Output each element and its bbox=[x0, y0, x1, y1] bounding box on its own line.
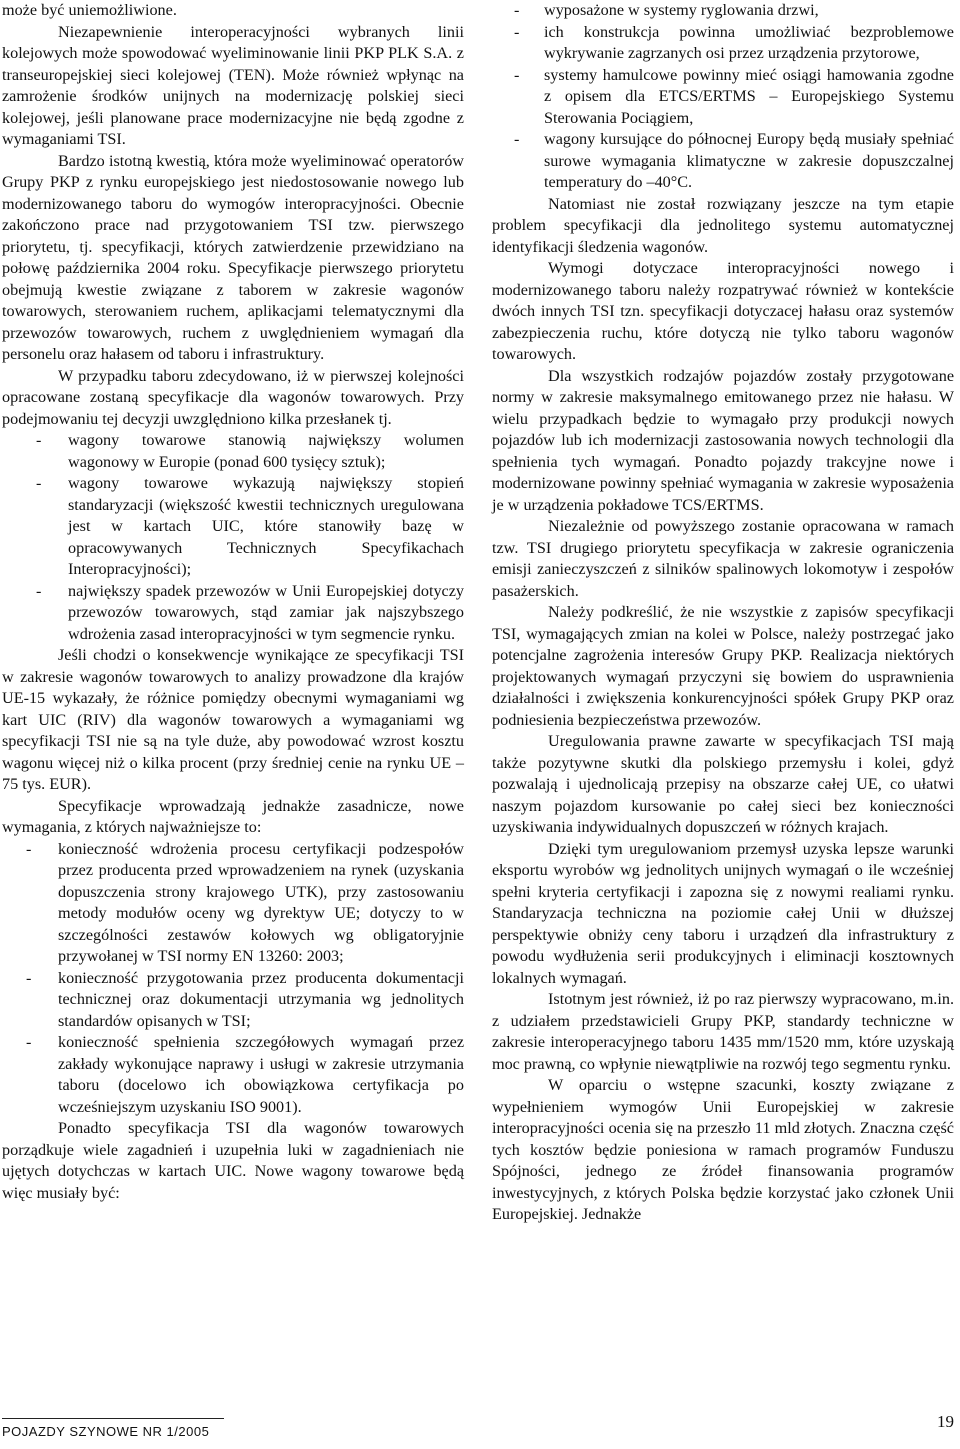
paragraph: W oparciu o wstępne szacunki, koszty związane z wypełnieniem wymogów Unii Europejskiej w zakresie interopracyjności ocenia się na przeszło 11 mld złotych. Znaczna część tych kosztów będzie poniesiona w ramach programów Funduszu Spójności, jednego ze źródeł finansowania programów inwestycyjnych, z których Polska będzie korzystać jako członek Unii Europejskiej. Jednakże bbox=[492, 1076, 954, 1223]
paragraph: W przypadku taboru zdecydowano, iż w pierwszej kolejności opracowane zostaną specyfikacje dla wagonów towarowych. Przy podejmowaniu tej decyzji uwzględniono kilka przesłanek tj. bbox=[2, 366, 464, 428]
list-dash: - bbox=[36, 474, 42, 492]
list-item bbox=[492, 22, 954, 65]
paragraph: Specyfikacje wprowadzają jednakże zasadnicze, nowe wymagania, z których najważniejsze to: bbox=[2, 796, 464, 836]
paragraph: Uregulowania prawne zawarte w specyfikacjach TSI mają także pozytywne skutki dla polskiego przemysłu i kolei, gdyż pozwalają i ujednolicają przepisy na obszarze całej UE, co ułatwi naszym pojazdom kursowanie po całej sieci bez konieczności uzyskiwania indywidualnych dopuszczeń w różnych krajach. bbox=[492, 732, 954, 836]
paragraph: Natomiast nie został rozwiązany jeszcze na tym etapie problem specyfikacji dla jednolitego systemu automatycznej identyfikacji śledzenia wagonów. bbox=[492, 194, 954, 256]
list-item bbox=[492, 65, 954, 130]
list-item bbox=[492, 0, 954, 22]
paragraph: Dzięki tym uregulowaniom przemysł uzyska lepsze warunki eksportu wyrobów wg jednolitych unijnych wymagań o ile wcześniej spełni kryteria certyfikacji i zapozna się z nowymi realiami rynku. Standaryzacja techniczna na poziomie całej Unii w dłuższej perspektywie obniży ceny taboru i urządzeń dla infrastruktury z powodu wydłużenia serii produkcyjnych i eliminacji kosztownych lokalnych wymagań. bbox=[492, 839, 954, 987]
list-item-text: największy spadek przewozów w Unii Europejskiej dotyczy przewozów towarowych, stąd zamiar jak najszybszego wdrożenia zasad interopracyjności w tym segmencie rynku. bbox=[68, 581, 464, 643]
list-item-text: konieczność spełnienia szczegółowych wymagań przez zakłady wykonujące naprawy i usługi w zakresie utrzymania taboru (docelowo ich obowiązkowa certyfikacja po wcześniejszym uzyskaniu ISO 9001). bbox=[58, 1033, 464, 1116]
paragraph: może być uniemożliwione. bbox=[2, 1, 177, 19]
list-dash: - bbox=[514, 22, 520, 41]
bullet-list bbox=[492, 0, 954, 194]
list-item bbox=[2, 581, 464, 646]
paragraph: Niezapewnienie interoperacyjności wybranych linii kolejowych może spowodować wyeliminowanie linii PKP PLK S.A. z transeuropejskiej sieci kolejowej (TEN). Może również wpłynąc na zamrożenie środków unijnych na modernizację polskiej sieci kolejowej, jeśli planowane prace modernizacyjne nie będą zgodne z wymaganiami TSI. bbox=[2, 22, 464, 148]
list-item-text: ich konstrukcja powinna umożliwiać bezproblemowe wykrywanie zagrzanych osi przez urządzenia przytorowe, bbox=[544, 22, 954, 62]
list-dash: - bbox=[514, 130, 520, 148]
list-item bbox=[2, 1032, 464, 1118]
list-item bbox=[492, 129, 954, 194]
footer-divider bbox=[2, 1418, 224, 1419]
paragraph: Wymogi dotyczace interopracyjności nowego i modernizowanego taboru należy rozpatrywać również w kontekście dwóch innych TSI tzn. specyfikacji dotyczacej hałasu oraz systemów zabezpieczenia ruchu, które dotyczą nie tylko taboru wagonów towarowych. bbox=[492, 259, 954, 363]
list-item bbox=[2, 473, 464, 581]
list-dash: - bbox=[36, 581, 42, 600]
left-column bbox=[2, 0, 464, 1204]
bullet-list bbox=[2, 430, 464, 645]
paragraph: Ponadto specyfikacja TSI dla wagonów towarowych porządkuje wiele zagadnień i uzupełnia luki w zagadnieniach nie ujętych dotychczas w kartach UIC. Nowe wagony towarowe będą więc musiały być: bbox=[2, 1119, 464, 1202]
list-item-text: systemy hamulcowe powinny mieć osiągi hamowania zgodne z opisem dla ETCS/ERTMS – Europejskiego Systemu Sterowania Pociągiem, bbox=[544, 65, 954, 127]
list-item-text: konieczność przygotowania przez producenta dokumentacji technicznej oraz dokumentacji utrzymania wg jednolitych standardów opisanych w TSI; bbox=[58, 968, 464, 1030]
list-dash: - bbox=[26, 968, 32, 987]
list-dash: - bbox=[26, 839, 32, 858]
list-item-text: wagony towarowe wykazują największy stopień standaryzacji (większość kwestii technicznych uregulowana jest w kartach UIC, które stanowiły bazę w opracowywanych Technicznych Specyfikachach Interopracyjności); bbox=[68, 474, 464, 578]
list-item bbox=[2, 839, 464, 968]
list-dash: - bbox=[514, 1, 520, 19]
bullet-list bbox=[2, 839, 464, 1119]
list-item-text: wyposażone w systemy ryglowania drzwi, bbox=[544, 1, 819, 19]
paragraph: Jeśli chodzi o konsekwencje wynikające ze specyfikacji TSI w zakresie wagonów towarowych to analizy prowadzone dla krajów UE-15 wykazały, że różnice pomiędzy obecnymi wymaganiami wg kart UIC (RIV) dla wagonów towarowych a wymaganiami wg specyfikacji TSI nie są na tyle duże, aby powodować wzrost kosztu wagonu więcej niż o kilka procent (przy średniej cenie na rynku UE – 75 tys. EUR). bbox=[2, 646, 464, 793]
paragraph: Niezależnie od powyższego zostanie opracowana w ramach tzw. TSI drugiego priorytetu specyfikacja w zakresie ograniczenia emisji zanieczyszczeń z silników spalinowych lokomotyw i zespołów pasażerskich. bbox=[492, 517, 954, 600]
list-item bbox=[2, 430, 464, 473]
journal-footer: POJAZDY SZYNOWE NR 1/2005 bbox=[2, 1424, 210, 1439]
list-dash: - bbox=[26, 1033, 32, 1051]
list-item-text: wagony towarowe stanowią największy wolumen wagonowy w Europie (ponad 600 tysięcy sztuk); bbox=[68, 431, 464, 471]
list-item-text: wagony kursujące do północnej Europy będą musiały spełniać surowe wymagania klimatyczne w zakresie dopuszczalnej temperatury do –40°C. bbox=[544, 130, 954, 191]
list-dash: - bbox=[514, 65, 520, 84]
right-column bbox=[492, 0, 954, 1226]
list-dash: - bbox=[36, 431, 42, 449]
list-item-text: konieczność wdrożenia procesu certyfikacji podzespołów przez producenta przed wprowadzeniem na rynek (uzyskania dopuszczenia strony krajowego UTK), przy zastosowaniu metody modułów oceny wg dyrektyw UE; dotyczy to w szczególności zestawów kołowych wg obligatoryjnie przywołanej w TSI normy EN 13260: 2003; bbox=[58, 839, 464, 965]
paragraph: Należy podkreślić, że nie wszystkie z zapisów specyfikacji TSI, wymagających zmian na kolei w Polsce, należy postrzegać jako potencjalne zagrożenia interesów Grupy PKP. Realizacja niektórych projektowanych wymagań przyczyni się bowiem do usprawnienia działalności i zwiększenia konkurencyjności spółek Grupy PKP oraz podniesienia bezpieczeństwa przewozów. bbox=[492, 603, 954, 729]
paragraph: Istotnym jest również, iż po raz pierwszy wypracowano, m.in. z udziałem przedstawicieli Grupy PKP, standardy techniczne w zakresie interoperacyjnego taboru 1435 mm/1520 mm, które uzyskają moc prawną, co wpłynie niewątpliwie na rozwój tego segmentu rynku. bbox=[492, 990, 954, 1073]
paragraph: Dla wszystkich rodzajów pojazdów zostały przygotowane normy w zakresie maksymalnego emitowanego przez nie hałasu. W wielu przypadkach będzie to wymagało przy produkcji nowych pojazdów lub ich modernizacji zastosowania nowych technologii dla spełnienia tych wymagań. Ponadto pojazdy trakcyjne nowe i modernizowane powinny spełniać wymagania w zakresie wyposażenia je w urządzenia pokładowe TCS/ERTMS. bbox=[492, 366, 954, 514]
page-number: 19 bbox=[937, 1412, 954, 1431]
paragraph: Bardzo istotną kwestią, która może wyeliminować operatorów Grupy PKP z rynku europejskiego jest niedostosowanie nowego lub modernizowanego taboru do wymogów interopracyjności. Obecnie zakończono prace nad przygotowaniem TSI tzw. pierwszego priorytetu, tj. specyfikacji, których zatwierdzenie przewidziano na połowę października 2004 roku. Specyfikacje pierwszego priorytetu obejmują kwestie związane z taborem w zakresie wagonów towarowych, sterowaniem ruchem, aplikacjami telematycznymi dla przewozów towarowych, ruchem z uwględnieniem wymagań dla personelu oraz hałasem od taboru i infrastruktury. bbox=[2, 151, 464, 363]
list-item bbox=[2, 968, 464, 1033]
